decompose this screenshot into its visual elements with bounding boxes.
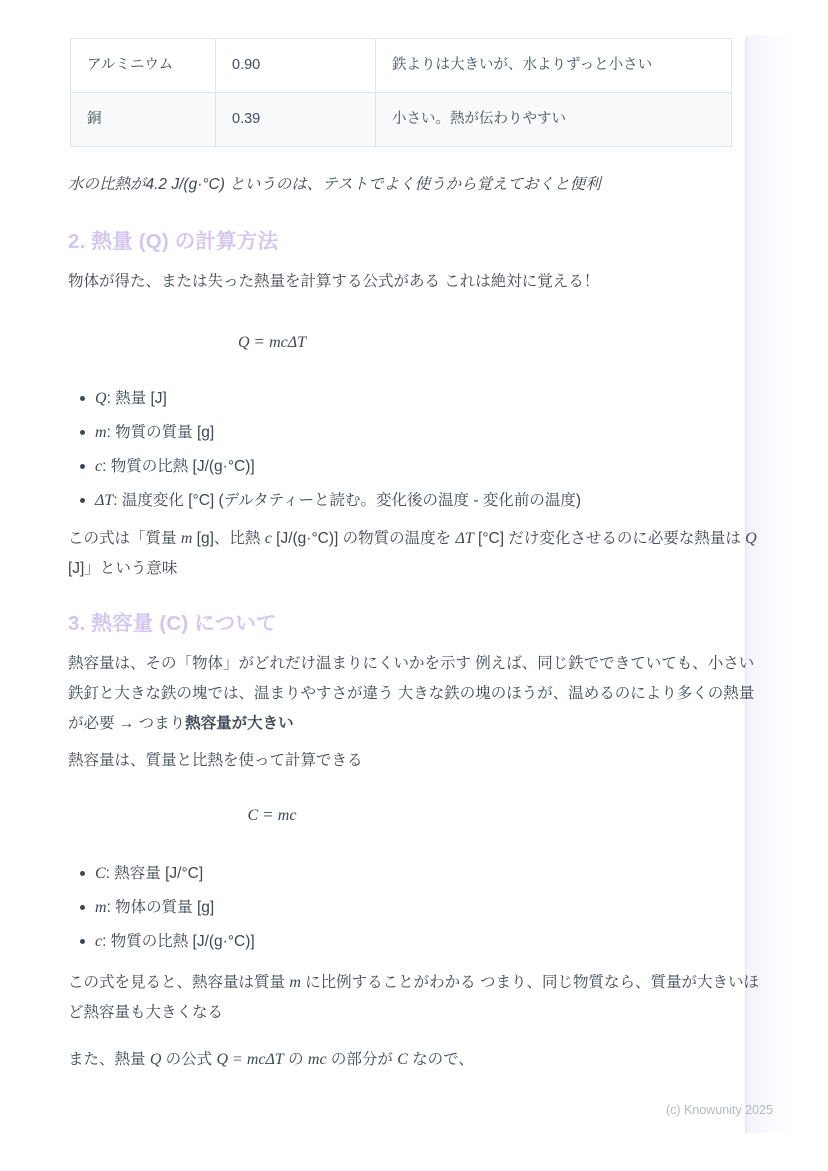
math-var: m	[180, 530, 193, 547]
math-expression: Q = mcΔT	[216, 1051, 284, 1068]
list-item-text: : 温度変化 [°C] (デルタティーと読む。変化後の温度 - 変化前の温度)	[113, 492, 581, 509]
formula-c-mc	[68, 802, 476, 829]
formula-q-mcdt	[68, 329, 476, 356]
math-var: ΔT	[95, 492, 114, 509]
document-content	[68, 0, 763, 1075]
equals-sign: =	[254, 332, 265, 351]
cell-note: 鉄よりは大きいが、水よりずっと小さい	[376, 39, 732, 93]
list-item-text: : 物体の質量 [g]	[106, 899, 215, 916]
list-item	[80, 422, 763, 443]
text-run: に比例することがわかる つまり、同じ物質なら、質量が大きいほど熱容量も大きくなる	[68, 974, 759, 1021]
formula-rhs: mc	[277, 807, 297, 824]
text-run: なので、	[407, 1051, 474, 1068]
math-var: m	[95, 899, 107, 916]
section-heading-heat-quantity: 2. 熱量 (Q) の計算方法	[68, 230, 279, 253]
math-var: Q	[149, 1051, 162, 1068]
text-run: の公式	[161, 1051, 217, 1068]
list-item	[80, 931, 763, 952]
list-item-text: : 物質の質量 [g]	[106, 424, 215, 441]
text-run: 熱容量は、その「物体」がどれだけ温まりにくいかを示す 例えば、同じ鉄でできていても、小さい鉄釘と大きな鉄の塊では、温まりやすさが違う 大きな鉄の塊のほうが、温めるのにより多くの熱量が必要 → つまり	[68, 655, 755, 732]
math-var: C	[95, 865, 106, 882]
list-item	[80, 863, 763, 884]
formula-lhs: Q	[237, 334, 250, 351]
formula-rhs: mcΔT	[269, 334, 307, 351]
list-item-text: : 熱量 [J]	[106, 390, 167, 407]
math-var: Q	[745, 530, 757, 547]
list-item-text: : 物質の比熱 [J/(g·°C)]	[102, 458, 255, 475]
list-item-text: : 熱容量 [J/°C]	[105, 865, 204, 882]
text-run: の	[283, 1051, 308, 1068]
paragraph-proportionality	[68, 968, 763, 1028]
table-row	[71, 39, 732, 93]
paragraph-heat-capacity-calc: 熱容量は、質量と比熱を使って計算できる	[68, 752, 363, 769]
paragraph-q-formula-relation	[68, 1045, 763, 1075]
cell-material: アルミニウム	[71, 39, 216, 93]
math-var: m	[289, 974, 301, 991]
list-item-text: : 物質の比熱 [J/(g·°C)]	[102, 933, 255, 950]
list-item	[80, 388, 763, 409]
bold-text-run: 熱容量が大きい	[185, 715, 294, 732]
math-var: c	[95, 458, 103, 475]
text-run: この式を見ると、熱容量は質量	[68, 974, 290, 991]
text-run: [J/(g·°C)] の物質の温度を	[271, 530, 456, 547]
text-run: の部分が	[326, 1051, 398, 1068]
cell-material: 銅	[71, 93, 216, 147]
math-var: c	[95, 933, 103, 950]
paragraph-formula-meaning	[68, 524, 763, 584]
math-var: Q	[95, 390, 107, 407]
text-run: この式は「質量	[68, 530, 181, 547]
specific-heat-table	[70, 38, 732, 147]
paragraph-heat-capacity-intro	[68, 649, 763, 739]
math-var: m	[95, 424, 107, 441]
math-var: mc	[307, 1051, 327, 1068]
heat-formula-variable-list	[68, 388, 763, 511]
math-var: c	[264, 530, 272, 547]
section-heading-heat-capacity: 3. 熱容量 (C) について	[68, 612, 277, 635]
cell-value: 0.90	[216, 39, 376, 93]
heat-capacity-variable-list	[68, 863, 763, 952]
italic-tip-note: 水の比熱が4.2 J/(g·°C) というのは、テストでよく使うから覚えておくと便利	[68, 176, 601, 193]
math-var: ΔT	[455, 530, 474, 547]
list-item	[80, 490, 763, 511]
list-item	[80, 897, 763, 918]
math-var: C	[397, 1051, 408, 1068]
list-item	[80, 456, 763, 477]
formula-lhs: C	[247, 807, 259, 824]
text-run: [°C] だけ変化させるのに必要な熱量は	[473, 530, 746, 547]
cell-value: 0.39	[216, 93, 376, 147]
cell-note: 小さい。熱が伝わりやすい	[376, 93, 732, 147]
paragraph-heat-formula-intro: 物体が得た、または失った熱量を計算する公式がある これは絶対に覚える！	[68, 273, 600, 290]
text-run: [g]、比熱	[192, 530, 265, 547]
footer-credit: (c) Knowunity 2025	[665, 1103, 773, 1117]
table-row	[71, 93, 732, 147]
text-run: [J]」という意味	[68, 560, 178, 577]
text-run: また、熱量	[68, 1051, 150, 1068]
equals-sign: =	[263, 805, 273, 824]
